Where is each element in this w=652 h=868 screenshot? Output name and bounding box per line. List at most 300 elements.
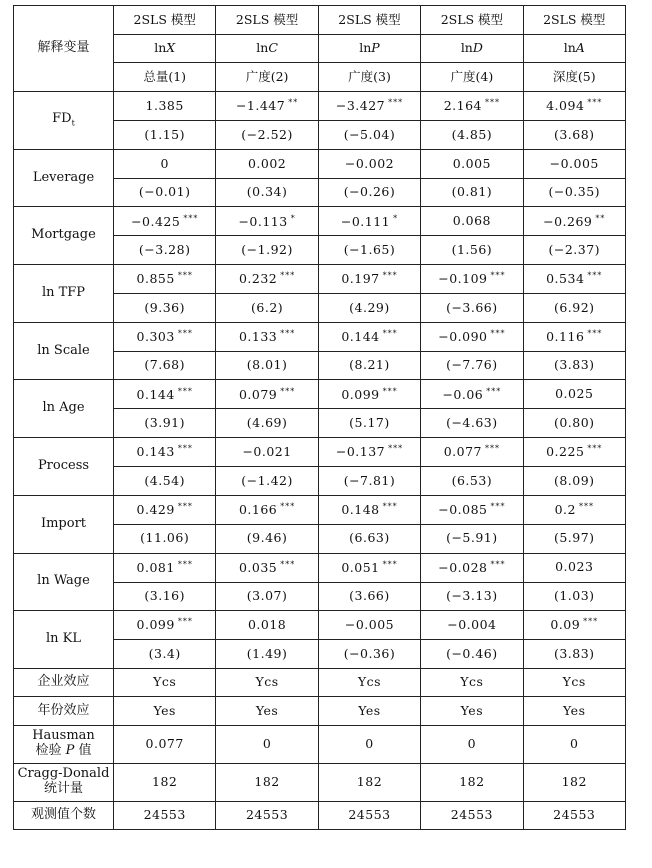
coefficient-cell — [216, 495, 318, 524]
dep-var-name: A — [575, 40, 585, 56]
t-stat-value: (9.46) — [246, 530, 288, 546]
variable-name: ln TFP — [41, 284, 86, 300]
significance-stars: *** — [486, 386, 502, 396]
dimension-header: 深度(5) — [523, 63, 625, 92]
t-stat-value: (6.53) — [451, 472, 493, 488]
model-header: 2SLS 模型 — [114, 6, 216, 35]
t-stat-cell — [216, 467, 318, 496]
coef-row — [14, 495, 626, 524]
coefficient-value: −3.427 — [335, 98, 386, 114]
t-stat-value: (−7.81) — [343, 472, 396, 488]
t-stat-cell — [523, 582, 625, 611]
coefficient-cell — [318, 495, 420, 524]
coefficient-cell — [114, 92, 216, 121]
coefficient-cell — [523, 149, 625, 178]
coefficient-cell — [318, 92, 420, 121]
t-stat-cell — [421, 121, 523, 150]
t-stat-cell — [523, 467, 625, 496]
variable-label — [14, 92, 114, 150]
coefficient-cell — [421, 380, 523, 409]
coefficient-cell — [523, 265, 625, 294]
coefficient-cell — [318, 207, 420, 236]
dimension-header: 广度(2) — [216, 63, 318, 92]
coefficient-cell — [318, 322, 420, 351]
coefficient-cell — [216, 380, 318, 409]
coefficient-value: −0.005 — [344, 617, 395, 632]
t-stat-cell — [114, 178, 216, 207]
footer-label-line2: 统计量 — [43, 781, 83, 797]
t-stat-value: (−1.42) — [241, 472, 293, 488]
coefficient-value: 4.094 — [546, 98, 585, 114]
coefficient-cell — [114, 322, 216, 351]
t-stat-cell — [421, 236, 523, 265]
footer-label: 年份效应 — [14, 697, 114, 726]
coefficient-value: 0.035 — [238, 559, 278, 575]
dep-var-name: D — [472, 40, 483, 56]
t-stat-cell — [318, 351, 420, 380]
coefficient-cell — [114, 380, 216, 409]
dep-var-name: P — [371, 40, 380, 56]
coefficient-value: 0.081 — [136, 559, 175, 575]
coefficient-value: 0.09 — [550, 617, 581, 633]
coefficient-value: 0.099 — [341, 386, 380, 402]
coefficient-value: 0.144 — [136, 386, 175, 402]
dep-var-prefix: ln — [154, 40, 167, 56]
variable-subscript: t — [71, 119, 75, 129]
t-stat-value: (−0.35) — [548, 184, 601, 200]
t-stat-cell — [216, 409, 318, 438]
coefficient-cell — [421, 438, 523, 467]
coefficient-cell — [216, 92, 318, 121]
coefficient-cell — [216, 149, 318, 178]
coefficient-value: 0.018 — [247, 617, 287, 632]
significance-stars: *** — [280, 328, 296, 338]
coefficient-value: 1.385 — [145, 97, 184, 113]
t-stat-cell — [114, 640, 216, 669]
coefficient-value: −0.090 — [438, 329, 488, 345]
t-stat-cell — [523, 409, 625, 438]
footer-row — [14, 668, 626, 697]
t-stat-value: (1.03) — [553, 588, 595, 604]
coefficient-value: 0 — [160, 155, 169, 171]
t-stat-cell — [421, 524, 523, 553]
t-stat-value: (8.01) — [246, 357, 288, 373]
coefficient-value: −0.425 — [131, 213, 181, 229]
significance-stars: ** — [288, 98, 299, 108]
coefficient-cell — [318, 380, 420, 409]
significance-stars: *** — [177, 271, 193, 281]
t-stat-value: (−1.92) — [241, 242, 293, 258]
t-stat-value: (−2.52) — [241, 126, 293, 142]
t-stat-cell — [318, 640, 420, 669]
dep-var-prefix: ln — [359, 40, 372, 56]
dimension-header: 广度(4) — [421, 63, 523, 92]
footer-value: 24553 — [114, 801, 216, 830]
coefficient-value: 0.077 — [443, 444, 483, 460]
coefficient-cell — [523, 322, 625, 351]
t-stat-value: (−0.26) — [343, 184, 396, 200]
coef-row — [14, 553, 626, 582]
significance-stars: * — [290, 213, 296, 223]
footer-value: 0 — [318, 725, 420, 763]
significance-stars: *** — [388, 98, 404, 108]
significance-stars: *** — [587, 444, 603, 454]
coefficient-value: 0.303 — [136, 329, 175, 345]
significance-stars: *** — [280, 502, 296, 512]
dep-var-prefix: ln — [563, 40, 576, 56]
coefficient-value: 0.232 — [238, 271, 278, 287]
coefficient-cell — [216, 265, 318, 294]
coefficient-cell — [114, 207, 216, 236]
footer-row — [14, 763, 626, 801]
t-stat-cell — [114, 409, 216, 438]
footer-value: Yes — [318, 697, 420, 726]
significance-stars: *** — [382, 502, 398, 512]
variable-label — [14, 149, 114, 207]
footer-value: 24553 — [421, 801, 523, 830]
t-stat-value: (−3.13) — [446, 588, 498, 604]
t-stat-value: (7.68) — [144, 357, 185, 373]
coefficient-cell — [523, 92, 625, 121]
coef-row — [14, 92, 626, 121]
coefficient-value: 0.068 — [452, 213, 492, 229]
footer-row — [14, 801, 626, 830]
variable-name: ln KL — [45, 631, 81, 647]
variable-name: Mortgage — [31, 227, 96, 243]
coefficient-cell — [318, 265, 420, 294]
coefficient-cell — [114, 438, 216, 467]
variable-name: Process — [37, 458, 90, 473]
coefficient-cell — [114, 611, 216, 640]
t-stat-cell — [523, 121, 625, 150]
t-stat-value: (3.91) — [144, 415, 185, 431]
footer-label-text: 检验 — [35, 743, 66, 759]
footer-label-line2 — [14, 744, 113, 759]
footer-value: Ycs — [114, 668, 216, 697]
significance-stars: *** — [587, 98, 603, 108]
coefficient-cell — [421, 149, 523, 178]
coefficient-cell — [421, 322, 523, 351]
t-stat-value: (3.68) — [553, 126, 595, 142]
significance-stars: *** — [587, 271, 603, 281]
variable-name: Import — [40, 515, 87, 531]
model-header: 2SLS 模型 — [318, 6, 420, 35]
coefficient-cell — [421, 495, 523, 524]
coefficient-cell — [318, 553, 420, 582]
footer-value: Yes — [523, 697, 625, 726]
coefficient-value: 0.144 — [341, 329, 380, 345]
coefficient-value: −0.06 — [442, 386, 484, 402]
t-stat-cell — [523, 294, 625, 323]
significance-stars: ** — [595, 213, 606, 223]
coefficient-cell — [523, 438, 625, 467]
coefficient-cell — [523, 495, 625, 524]
footer-value: 0.077 — [114, 725, 216, 763]
dep-var-header — [216, 35, 318, 63]
coefficient-cell — [421, 265, 523, 294]
coef-row — [14, 380, 626, 409]
coefficient-value: −0.002 — [344, 155, 395, 171]
coefficient-cell — [114, 553, 216, 582]
coefficient-value: 0.023 — [555, 559, 594, 575]
footer-value: 24553 — [318, 801, 420, 830]
footer-value: 182 — [114, 763, 216, 801]
coefficient-value: 2.164 — [443, 98, 483, 114]
variable-name: ln Age — [42, 400, 85, 416]
coefficient-value: 0.166 — [238, 502, 278, 518]
footer-label-italic: P — [65, 743, 75, 759]
significance-stars: *** — [490, 328, 506, 338]
t-stat-cell — [523, 524, 625, 553]
significance-stars: *** — [587, 328, 603, 338]
coefficient-cell — [421, 553, 523, 582]
t-stat-cell — [421, 178, 523, 207]
footer-value: 182 — [421, 763, 523, 801]
t-stat-cell — [421, 351, 523, 380]
t-stat-value: (−5.04) — [343, 126, 396, 142]
coefficient-value: −0.109 — [438, 271, 488, 287]
coefficient-value: 0.051 — [341, 559, 380, 575]
t-stat-cell — [421, 467, 523, 496]
t-stat-cell — [216, 294, 318, 323]
coef-row — [14, 438, 626, 467]
significance-stars: *** — [583, 617, 599, 627]
footer-value: 0 — [421, 725, 523, 763]
t-stat-cell — [421, 640, 523, 669]
coef-row — [14, 207, 626, 236]
t-stat-value: (0.34) — [246, 184, 288, 200]
significance-stars: *** — [177, 559, 193, 569]
coefficient-cell — [216, 322, 318, 351]
coefficient-value: 0.148 — [341, 502, 380, 518]
t-stat-cell — [318, 524, 420, 553]
footer-value: Yes — [216, 697, 318, 726]
significance-stars: *** — [382, 271, 398, 281]
significance-stars: *** — [388, 444, 404, 454]
coefficient-cell — [421, 611, 523, 640]
t-stat-cell — [523, 178, 625, 207]
t-stat-value: (−3.28) — [138, 242, 191, 258]
coefficient-cell — [216, 611, 318, 640]
coefficient-value: −0.021 — [242, 443, 292, 459]
footer-value: 182 — [523, 763, 625, 801]
model-header: 2SLS 模型 — [523, 6, 625, 35]
t-stat-cell — [114, 582, 216, 611]
t-stat-value: (0.81) — [451, 184, 493, 200]
t-stat-cell — [216, 524, 318, 553]
coefficient-value: 0.099 — [136, 617, 175, 633]
dimension-header: 广度(3) — [318, 63, 420, 92]
t-stat-cell — [114, 236, 216, 265]
t-stat-value: (4.69) — [246, 415, 288, 431]
coefficient-value: 0.133 — [238, 329, 278, 345]
footer-value: Yes — [114, 697, 216, 726]
footer-label — [14, 763, 114, 801]
footer-value: Ycs — [216, 668, 318, 697]
coefficient-value: −0.137 — [335, 444, 386, 460]
t-stat-value: (3.4) — [148, 645, 181, 661]
coefficient-value: −0.005 — [549, 155, 599, 171]
coefficient-cell — [216, 438, 318, 467]
variable-name: FD — [52, 111, 72, 127]
dep-var-header — [523, 35, 625, 63]
t-stat-value: (8.09) — [553, 472, 595, 488]
coef-row — [14, 265, 626, 294]
coefficient-value: −0.113 — [238, 213, 288, 229]
t-stat-cell — [216, 121, 318, 150]
coef-row — [14, 611, 626, 640]
t-stat-value: (−0.01) — [138, 184, 191, 200]
variable-name: ln Wage — [37, 573, 90, 589]
footer-label-line1: Cragg-Donald — [17, 766, 110, 782]
t-stat-cell — [523, 236, 625, 265]
coefficient-value: 0.143 — [136, 444, 175, 460]
significance-stars: *** — [177, 386, 193, 396]
significance-stars: *** — [485, 98, 501, 108]
dep-var-prefix: ln — [460, 40, 473, 56]
t-stat-cell — [216, 582, 318, 611]
footer-value: 0 — [216, 725, 318, 763]
variable-name: Leverage — [32, 169, 95, 185]
significance-stars: *** — [490, 271, 506, 281]
coefficient-value: 0.002 — [247, 155, 287, 171]
dep-var-name: X — [166, 40, 176, 56]
t-stat-value: (11.06) — [140, 530, 190, 546]
t-stat-value: (0.80) — [553, 415, 595, 431]
coefficient-cell — [523, 611, 625, 640]
coefficient-value: 0.005 — [452, 155, 492, 171]
t-stat-cell — [318, 582, 420, 611]
t-stat-value: (−0.46) — [446, 645, 498, 661]
significance-stars: *** — [490, 559, 506, 569]
t-stat-cell — [318, 178, 420, 207]
coefficient-value: 0.116 — [546, 329, 585, 345]
variable-label — [14, 553, 114, 611]
t-stat-cell — [114, 524, 216, 553]
t-stat-value: (−5.91) — [446, 530, 498, 546]
coef-row — [14, 322, 626, 351]
footer-row — [14, 697, 626, 726]
t-stat-value: (6.2) — [251, 299, 284, 315]
t-stat-value: (−1.65) — [343, 242, 396, 258]
t-stat-cell — [523, 351, 625, 380]
t-stat-cell — [523, 640, 625, 669]
coefficient-value: −0.111 — [340, 213, 391, 229]
coefficient-value: −0.085 — [438, 502, 488, 518]
model-header: 2SLS 模型 — [216, 6, 318, 35]
coefficient-cell — [318, 149, 420, 178]
t-stat-cell — [114, 121, 216, 150]
coefficient-cell — [523, 207, 625, 236]
coefficient-value: 0.197 — [341, 271, 380, 287]
t-stat-cell — [114, 467, 216, 496]
t-stat-value: (4.85) — [451, 126, 493, 142]
significance-stars: *** — [490, 502, 506, 512]
t-stat-cell — [216, 351, 318, 380]
coefficient-value: 0.025 — [555, 386, 594, 402]
coefficient-cell — [523, 553, 625, 582]
coefficient-cell — [318, 438, 420, 467]
coefficient-value: 0.429 — [136, 502, 175, 518]
t-stat-cell — [216, 236, 318, 265]
significance-stars: *** — [280, 386, 296, 396]
footer-value: Ycs — [421, 668, 523, 697]
coefficient-cell — [216, 207, 318, 236]
t-stat-cell — [318, 121, 420, 150]
footer-value: Ycs — [318, 668, 420, 697]
dimension-header: 总量(1) — [114, 63, 216, 92]
t-stat-cell — [114, 351, 216, 380]
significance-stars: *** — [177, 502, 193, 512]
t-stat-value: (4.54) — [144, 472, 185, 488]
variable-label — [14, 380, 114, 438]
variable-label — [14, 495, 114, 553]
coefficient-value: 0.2 — [554, 502, 576, 518]
coefficient-cell — [421, 92, 523, 121]
variable-label — [14, 322, 114, 380]
model-header: 2SLS 模型 — [421, 6, 523, 35]
significance-stars: *** — [177, 328, 193, 338]
t-stat-value: (3.83) — [553, 645, 595, 661]
coefficient-value: 0.079 — [238, 386, 278, 402]
significance-stars: *** — [177, 444, 193, 454]
coefficient-cell — [421, 207, 523, 236]
t-stat-value: (−0.36) — [343, 645, 396, 661]
footer-value: 182 — [318, 763, 420, 801]
significance-stars: *** — [382, 386, 398, 396]
significance-stars: *** — [177, 617, 193, 627]
footer-label: 观测值个数 — [14, 801, 114, 830]
t-stat-value: (8.21) — [349, 357, 390, 373]
significance-stars: *** — [485, 444, 501, 454]
t-stat-value: (9.36) — [144, 299, 185, 315]
t-stat-value: (3.07) — [246, 588, 288, 604]
t-stat-value: (1.15) — [144, 126, 185, 142]
coefficient-value: 0.855 — [136, 271, 175, 287]
t-stat-cell — [421, 582, 523, 611]
variable-name: ln Scale — [37, 342, 90, 358]
footer-label: 企业效应 — [14, 668, 114, 697]
t-stat-cell — [318, 409, 420, 438]
t-stat-value: (−2.37) — [548, 242, 601, 258]
t-stat-cell — [114, 294, 216, 323]
t-stat-value: (1.49) — [246, 645, 288, 661]
t-stat-cell — [318, 467, 420, 496]
significance-stars: *** — [280, 559, 296, 569]
footer-value: Yes — [421, 697, 523, 726]
coefficient-cell — [114, 265, 216, 294]
significance-stars: *** — [183, 213, 199, 223]
dep-var-header — [318, 35, 420, 63]
variable-label — [14, 265, 114, 323]
coefficient-value: 0.225 — [546, 444, 585, 460]
t-stat-value: (3.16) — [144, 588, 185, 604]
footer-label-line1: Hausman — [32, 728, 95, 744]
t-stat-cell — [421, 409, 523, 438]
footer-value: 0 — [523, 725, 625, 763]
t-stat-value: (6.92) — [553, 299, 595, 315]
coefficient-cell — [216, 553, 318, 582]
coefficient-cell — [114, 495, 216, 524]
t-stat-cell — [318, 294, 420, 323]
t-stat-cell — [318, 236, 420, 265]
significance-stars: *** — [382, 328, 398, 338]
footer-row — [14, 725, 626, 763]
t-stat-value: (6.63) — [349, 530, 390, 546]
significance-stars: *** — [280, 271, 296, 281]
footer-value: 24553 — [523, 801, 625, 830]
t-stat-value: (5.97) — [553, 530, 595, 546]
